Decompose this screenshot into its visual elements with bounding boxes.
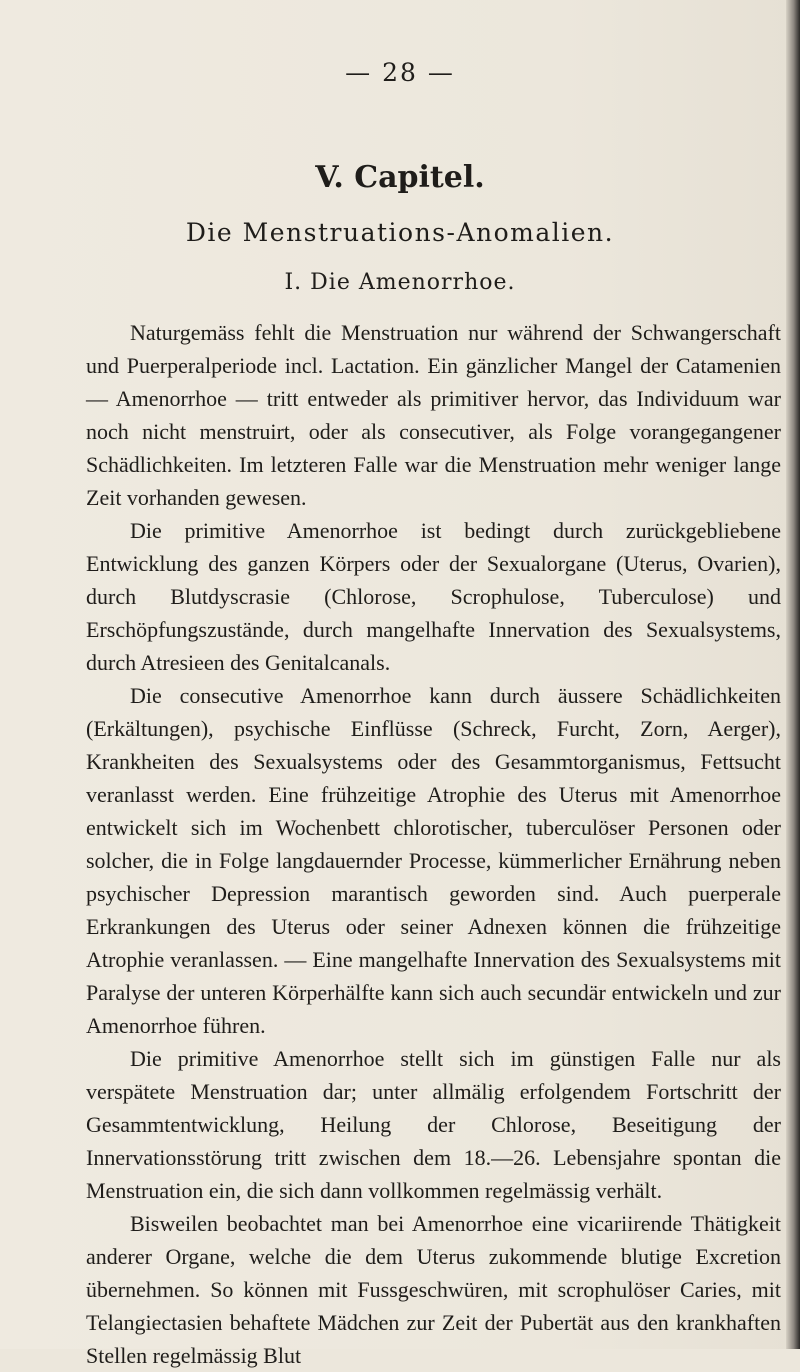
- paragraph: Die primitive Amenorrhoe ist bedingt durch zurückgebliebene Entwicklung des ganzen Körpers oder der Sexualorgane (Uterus, Ovarien), durch Blutdyscrasie (Chlorose, Scrophulose, Tuberculose) und Erschöpfungszustände, durch mangelhafte Innervation des Sexualsystems, durch Atresieen des Genitalcanals.: [86, 518, 781, 675]
- chapter-heading: V. Capitel.: [315, 160, 485, 195]
- section-heading: I. Die Amenorrhoe.: [284, 270, 516, 295]
- paragraph: Bisweilen beobachtet man bei Amenorrhoe eine vicariirende Thätigkeit anderer Organe, welche die dem Uterus zukommende blutige Excretion übernehmen. So können mit Fussgeschwüren, mit scrophulöser Caries, mit Telangiectasien behaftete Mädchen zur Zeit der Pubertät aus den krankhaften Stellen regelmässig Blut: [86, 1211, 781, 1368]
- paragraph: Die consecutive Amenorrhoe kann durch äussere Schädlichkeiten (Erkältungen), psychische Einflüsse (Schreck, Furcht, Zorn, Aerger), Krankheiten des Sexualsystems oder des Gesammtorganismus, Fettsucht veranlasst werden. Eine frühzeitige Atrophie des Uterus mit Amenorrhoe entwickelt sich im Wochenbett chlorotischer, tuberculöser Personen oder solcher, die in Folge langdauernder Processe, kümmerlicher Ernährung neben psychischer Depression marantisch geworden sind. Auch puerperale Erkrankungen des Uterus oder seiner Adnexen können die frühzeitige Atrophie veranlassen. — Eine mangelhafte Innervation des Sexualsystems mit Paralyse der unteren Körperhälfte kann sich auch secundär entwickeln und zur Amenorrhoe führen.: [86, 683, 781, 1038]
- body-text: [86, 316, 781, 1372]
- paragraph: Die primitive Amenorrhoe stellt sich im günstigen Falle nur als verspätete Menstruation dar; unter allmälig erfolgendem Fortschritt der Gesammtentwicklung, Heilung der Chlorose, Beseitigung der Innervationsstörung tritt zwischen dem 18.—26. Lebensjahre spontan die Menstruation ein, die sich dann vollkommen regelmässig verhält.: [86, 1046, 781, 1203]
- page-number: — 28 —: [345, 58, 455, 87]
- page-edge-shadow: [786, 0, 800, 1349]
- chapter-title: Die Menstruations-Anomalien.: [185, 218, 615, 247]
- paragraph: Naturgemäss fehlt die Menstruation nur während der Schwangerschaft und Puerperalperiode incl. Lactation. Ein gänzlicher Mangel der Catamenien — Amenorrhoe — tritt entweder als primitiver hervor, das Individuum war noch nicht menstruirt, oder als consecutiver, als Folge vorangegangener Schädlichkeiten. Im letzteren Falle war die Menstruation mehr weniger lange Zeit vorhanden gewesen.: [86, 320, 781, 510]
